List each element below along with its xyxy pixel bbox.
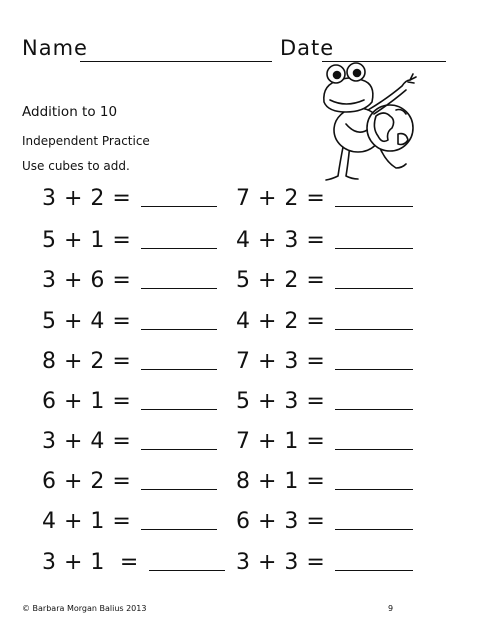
answer-blank[interactable] xyxy=(335,409,413,410)
right-problem-row xyxy=(236,269,413,293)
answer-blank[interactable] xyxy=(141,529,217,530)
answer-blank[interactable] xyxy=(141,329,217,330)
problem-expression: 8 + 1 = xyxy=(236,469,326,494)
answer-blank[interactable] xyxy=(141,449,217,450)
problem-expression: 7 + 3 = xyxy=(236,349,326,374)
answer-blank[interactable] xyxy=(335,248,413,249)
right-problem-row xyxy=(236,229,413,253)
answer-blank[interactable] xyxy=(149,570,225,571)
problem-expression: 6 + 1 = xyxy=(42,389,132,414)
left-problem-row xyxy=(42,350,217,374)
problem-expression: 5 + 4 = xyxy=(42,309,132,334)
problem-expression: 6 + 3 = xyxy=(236,509,326,534)
problem-expression: 6 + 2 = xyxy=(42,469,132,494)
page-number: 9 xyxy=(388,604,394,613)
problem-expression: 4 + 2 = xyxy=(236,309,326,334)
answer-blank[interactable] xyxy=(335,329,413,330)
left-problem-row xyxy=(42,187,217,211)
problem-expression: 7 + 2 = xyxy=(236,186,326,211)
left-problem-row xyxy=(42,470,217,494)
right-problem-row xyxy=(236,350,413,374)
answer-blank[interactable] xyxy=(335,449,413,450)
left-problem-row xyxy=(42,390,217,414)
answer-blank[interactable] xyxy=(335,529,413,530)
problem-expression: 3 + 2 = xyxy=(42,186,132,211)
answer-blank[interactable] xyxy=(335,369,413,370)
right-problem-row xyxy=(236,310,413,334)
worksheet-instructions: Use cubes to add. xyxy=(22,159,130,173)
problem-expression: 4 + 3 = xyxy=(236,228,326,253)
right-problem-row xyxy=(236,187,413,211)
problem-expression: 3 + 3 = xyxy=(236,550,326,575)
right-problem-row xyxy=(236,510,413,534)
right-problem-row xyxy=(236,470,413,494)
worksheet-title: Addition to 10 xyxy=(22,104,118,120)
answer-blank[interactable] xyxy=(141,409,217,410)
left-problem-row xyxy=(42,430,217,454)
right-problem-row xyxy=(236,551,413,575)
name-field[interactable] xyxy=(80,61,272,62)
answer-blank[interactable] xyxy=(141,489,217,490)
answer-blank[interactable] xyxy=(141,206,217,207)
answer-blank[interactable] xyxy=(141,248,217,249)
answer-blank[interactable] xyxy=(141,369,217,370)
left-problem-row xyxy=(42,269,217,293)
right-problem-row xyxy=(236,430,413,454)
problem-expression: 5 + 1 = xyxy=(42,228,132,253)
problem-expression: 3 + 4 = xyxy=(42,429,132,454)
problem-expression: 3 + 6 = xyxy=(42,268,132,293)
right-problem-row xyxy=(236,390,413,414)
left-problem-row xyxy=(42,310,217,334)
left-problem-row xyxy=(42,551,225,575)
worksheet-subtitle: Independent Practice xyxy=(22,134,150,148)
problem-expression: 4 + 1 = xyxy=(42,509,132,534)
left-problem-row xyxy=(42,510,217,534)
name-label: Name xyxy=(22,36,88,60)
answer-blank[interactable] xyxy=(335,288,413,289)
frog-holding-globe-icon xyxy=(310,58,428,183)
answer-blank[interactable] xyxy=(335,206,413,207)
answer-blank[interactable] xyxy=(335,489,413,490)
problem-expression: 3 + 1 = xyxy=(42,550,139,575)
left-problem-row xyxy=(42,229,217,253)
date-label: Date xyxy=(280,36,335,60)
answer-blank[interactable] xyxy=(141,288,217,289)
problem-expression: 7 + 1 = xyxy=(236,429,326,454)
copyright-text: © Barbara Morgan Balius 2013 xyxy=(22,604,147,613)
problem-expression: 8 + 2 = xyxy=(42,349,132,374)
problem-expression: 5 + 2 = xyxy=(236,268,326,293)
problem-expression: 5 + 3 = xyxy=(236,389,326,414)
answer-blank[interactable] xyxy=(335,570,413,571)
